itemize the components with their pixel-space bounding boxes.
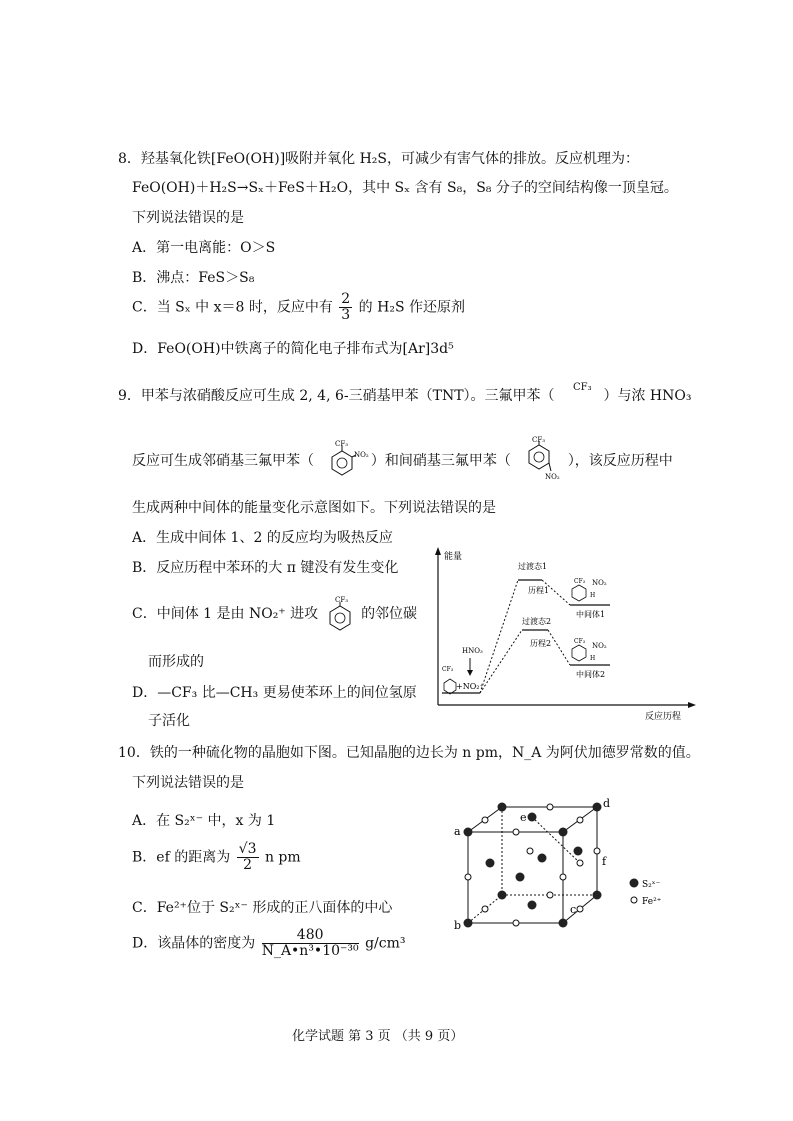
m-nitro-trifluorotoluene-structure — [515, 436, 563, 483]
q9-line2 — [132, 436, 673, 481]
fe-ion — [513, 920, 519, 926]
benzene-ring-shape — [529, 445, 549, 469]
q10-d-denominator: N_A•n³•10⁻³⁰ — [261, 943, 359, 959]
q9-line1-b: ）与浓 HNO₃ — [603, 388, 692, 404]
y-axis-label: 能量 — [444, 552, 463, 562]
q9-option-b: B．反应历程中苯环的大 π 键没有发生变化 — [132, 560, 399, 576]
cf3-label: CF₃ — [334, 596, 348, 604]
q10-stem: 下列说法错误的是 — [132, 775, 244, 791]
fe-ion — [465, 874, 471, 880]
q8-option-c — [132, 292, 465, 323]
q9-option-c — [132, 596, 418, 623]
cf3-label: CF₃ — [442, 666, 454, 673]
q8-option-a: A．第一电离能：O＞S — [132, 240, 276, 256]
path1-label: 历程1 — [528, 586, 550, 595]
fe-ion — [577, 860, 583, 866]
path1-ascent — [480, 580, 518, 693]
s-ion — [464, 828, 473, 837]
reactant-hno3-label: HNO₃ — [462, 647, 483, 655]
s-ion — [528, 901, 537, 910]
path2-ascent — [480, 630, 522, 693]
cf3-label: CF₃ — [335, 440, 349, 448]
reactant-arrow-head — [467, 670, 473, 676]
fe-ion — [482, 906, 488, 912]
fe-ion — [482, 817, 488, 823]
aromatic-circle — [337, 458, 347, 468]
q9-option-d-line1: D．—CF₃ 比—CH₃ 更易使苯环上的间位氢原 — [132, 685, 417, 701]
crystal-cell-diagram — [450, 795, 690, 940]
q10-option-c: C．Fe²⁺位于 S₂ˣ⁻ 形成的正八面体的中心 — [132, 900, 393, 916]
q9-c-cont: 而形成的 — [148, 654, 204, 670]
s-ion — [559, 919, 568, 928]
s-ion — [498, 891, 507, 900]
cf3-label: CF₃ — [532, 436, 546, 444]
legend-fe-marker — [631, 897, 637, 903]
trifluorotoluene-structure — [323, 596, 357, 632]
s-ion — [574, 847, 583, 856]
energy-diagram — [430, 545, 700, 725]
fe-ion — [560, 874, 566, 880]
o-nitro-trifluorotoluene-structure — [318, 440, 370, 479]
q8-c-numerator: 2 — [341, 291, 351, 307]
q8-option-d: D．FeO(OH)中铁离子的简化电子排布式为[Ar]3d⁵ — [132, 341, 454, 357]
q10-d-fraction — [262, 928, 359, 959]
q9-c-post: 的邻位碳 — [361, 606, 418, 622]
label-b: b — [454, 919, 462, 932]
q8-stem: 下列说法错误的是 — [132, 210, 244, 226]
q10-b-fraction — [237, 842, 259, 873]
fe-ion — [527, 848, 533, 854]
reactant-no2-label: +NO₂⁺ — [456, 682, 484, 691]
fe-ion — [513, 829, 519, 835]
q10-option-b — [132, 842, 301, 873]
q9-line2-c: ），该反应历程中 — [567, 453, 673, 469]
int2-label: 中间体2 — [576, 670, 606, 679]
s-ion — [516, 873, 525, 882]
ts1-label: 过渡态1 — [518, 562, 548, 571]
cf3-label: CF₃ — [574, 578, 586, 585]
fe-ion — [577, 906, 583, 912]
q10-option-d — [132, 928, 406, 959]
q10-option-a: A．在 S₂ˣ⁻ 中，x 为 1 — [132, 813, 276, 829]
benzene-ring-shape — [444, 679, 456, 694]
s-ion — [464, 919, 473, 928]
s-ion — [593, 891, 602, 900]
int1-label: 中间体1 — [576, 610, 606, 619]
cf3-label: CF₃ — [573, 382, 592, 393]
label-e: e — [520, 811, 527, 824]
q10-b-numerator: √3 — [238, 841, 257, 857]
ts2-label: 过渡态2 — [522, 617, 552, 626]
s-ion — [498, 803, 507, 812]
q9-c-pre: C．中间体 1 是由 NO₂⁺ 进攻 — [132, 606, 319, 622]
aromatic-circle — [534, 452, 544, 462]
page-footer: 化学试题 第 3 页 （共 9 页） — [292, 1029, 464, 1044]
q10-b-pre: B．ef 的距离为 — [132, 849, 231, 866]
q10-d-pre: D．该晶体的密度为 — [132, 935, 256, 952]
label-a: a — [454, 825, 461, 838]
no2-label: NO₂ — [592, 642, 607, 650]
h-label: H — [590, 655, 596, 662]
q8-option-b: B．沸点：FeS＞S₈ — [132, 270, 255, 286]
label-c: c — [570, 903, 577, 916]
q10-b-post: n pm — [264, 849, 301, 866]
benzene-ring-shape — [332, 451, 352, 475]
q8-c-pre: C．当 Sₓ 中 x＝8 时，反应中有 — [132, 299, 333, 316]
q9-line3: 生成两种中间体的能量变化示意图如下。下列说法错误的是 — [132, 500, 496, 516]
q10-d-numerator: 480 — [262, 928, 359, 944]
q9-line2-b: ）和间硝基三氟甲苯（ — [370, 453, 511, 469]
s-ion — [593, 803, 602, 812]
q9-line1 — [118, 382, 692, 405]
q9-option-d-line2: 子活化 — [148, 713, 190, 729]
q8-line1: 8．羟基氧化铁[FeO(OH)]吸附并氧化 H₂S，可减少有害气体的排放。反应机理为： — [118, 151, 640, 167]
q9-option-a: A．生成中间体 1、2 的反应均为吸热反应 — [132, 530, 393, 546]
q8-c-post: 的 H₂S 作还原剂 — [358, 299, 465, 316]
s-ion — [486, 859, 495, 868]
fe-ion — [547, 892, 553, 898]
s-ion — [528, 813, 537, 822]
label-f: f — [602, 855, 607, 868]
x-axis-label: 反应历程 — [645, 712, 682, 722]
benzene-ring-shape — [572, 585, 586, 601]
q8-c-denominator: 3 — [341, 307, 351, 323]
fe-ion — [547, 804, 553, 810]
legend-s-label: S₂ˣ⁻ — [642, 880, 661, 890]
no2-label: NO₂ — [545, 473, 561, 481]
q9-line1-a: 9．甲苯与浓硝酸反应可生成 2, 4, 6-三硝基甲苯（TNT）。三氟甲苯（ — [118, 388, 555, 404]
label-d: d — [603, 797, 611, 810]
fe-ion — [594, 848, 600, 854]
benzene-ring-shape — [572, 645, 586, 661]
s-ion — [559, 828, 568, 837]
no2-label: NO₂ — [592, 579, 607, 587]
q10-b-denominator: 2 — [243, 857, 253, 873]
path2-descent — [548, 630, 570, 665]
q8-c-fraction — [339, 292, 352, 323]
legend-fe-label: Fe²⁺ — [642, 897, 662, 907]
no2-label: NO₂ — [354, 451, 370, 459]
path2-label: 历程2 — [530, 639, 552, 648]
s-ion — [538, 854, 547, 863]
fe-ion — [577, 817, 583, 823]
bond-line — [549, 463, 551, 471]
q8-line2: FeO(OH)＋H₂S→Sₓ＋FeS＋H₂O，其中 Sₓ 含有 S₈，S₈ 分子的空间结构像一顶皇冠。 — [132, 180, 678, 196]
q9-line2-a: 反应可生成邻硝基三氟甲苯（ — [132, 453, 314, 469]
h-label: H — [590, 592, 596, 599]
benzene-ring-shape — [330, 606, 350, 630]
q10-line1: 10．铁的一种硫化物的晶胞如下图。已知晶胞的边长为 n pm，N_A 为阿伏加德罗常数的值。 — [118, 745, 700, 761]
aromatic-circle — [335, 613, 345, 623]
x-axis-arrow — [688, 702, 696, 708]
legend-s-marker — [630, 879, 639, 888]
y-axis-arrow — [435, 547, 441, 555]
cf3-label: CF₃ — [574, 638, 586, 645]
q10-d-post: g/cm³ — [365, 935, 406, 952]
